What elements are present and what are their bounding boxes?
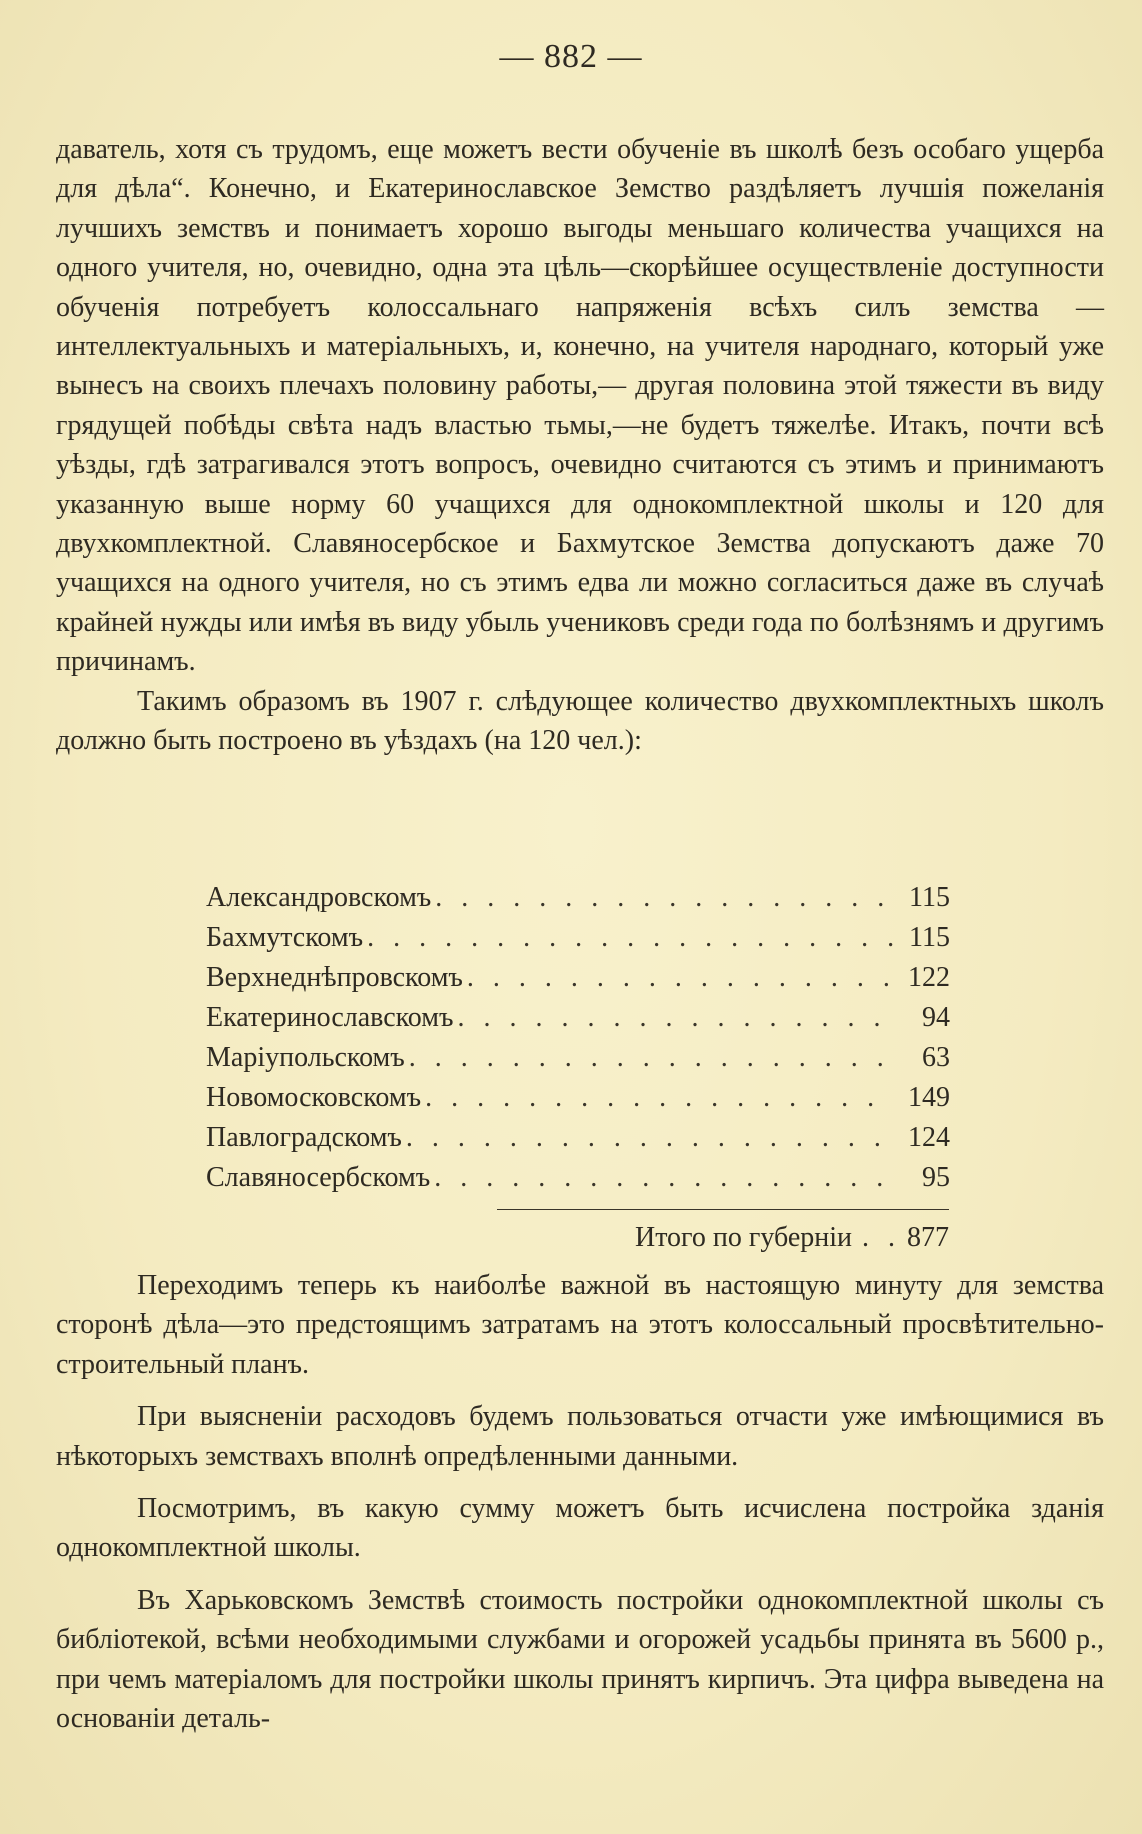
district-value: 124 <box>908 1122 950 1153</box>
paragraph: При выясненіи расходовъ будемъ пользоваться отчасти уже имѣющимися въ нѣкоторыхъ земствахъ вполнѣ опредѣленными данными. <box>56 1401 1104 1472</box>
district-name: Павлоградскомъ <box>206 1122 402 1153</box>
leader-dots <box>862 1218 901 1258</box>
district-value: 122 <box>908 962 950 993</box>
district-list <box>206 878 950 1198</box>
list-item <box>206 918 950 958</box>
paragraph-continuation: даватель, хотя съ трудомъ, еще можетъ вести обученіе въ школѣ безъ особаго ущерба для дѣла“. Конечно, и Екатеринославское Земство раздѣляетъ лучшія пожеланія лучшихъ земствъ и понимаетъ хорошо выгоды меньшаго количества учащихся на одного учителя, но, очевидно, одна эта цѣль—скорѣйшее осуществленіе доступности обученія потребуетъ колоссальнаго напряженія всѣхъ силъ земства —интеллектуальныхъ и матеріальныхъ, и, конечно, на учителя народнаго, который уже вынесъ на своихъ плечахъ половину работы,— другая половина этой тяжести въ виду грядущей побѣды свѣта надъ властью тьмы,—не будетъ тяжелѣе. Итакъ, почти всѣ уѣзды, гдѣ затрагивался этотъ вопросъ, очевидно считаются съ этимъ и принимаютъ указанную выше норму 60 учащихся для однокомплектной школы и 120 для двухкомплектной. Славяносербское и Бахмутское Земства допускаютъ даже 70 учащихся на одного учителя, но съ этимъ едва ли можно согласиться даже въ случаѣ крайней нужды или имѣя въ виду убыль учениковъ среди года по болѣзнямъ и другимъ причинамъ. <box>56 134 1104 678</box>
list-item <box>206 1038 950 1078</box>
leader-dots <box>457 998 894 1038</box>
district-name: Новомосковскомъ <box>206 1082 422 1113</box>
total-divider <box>497 1209 949 1210</box>
district-value: 115 <box>909 882 950 913</box>
district-name: Славяносербскомъ <box>206 1162 431 1193</box>
district-value: 94 <box>922 1002 950 1033</box>
leader-dots <box>406 1118 894 1158</box>
district-value: 63 <box>922 1042 950 1073</box>
paragraph-intro-list: Такимъ образомъ въ 1907 г. слѣдующее количество двухкомплектныхъ школъ должно быть построено въ уѣздахъ (на 120 чел.): <box>56 685 1104 757</box>
paragraph: Посмотримъ, въ какую сумму можетъ быть исчислена постройка зданія однокомплектной школы. <box>56 1493 1104 1564</box>
leader-dots <box>467 958 894 998</box>
district-name: Маріупольскомъ <box>206 1042 405 1073</box>
list-item <box>206 958 950 998</box>
leader-dots <box>434 1158 894 1198</box>
district-name: Верхнеднѣпровскомъ <box>206 962 463 993</box>
list-item <box>206 1118 950 1158</box>
district-value: 95 <box>922 1162 950 1193</box>
top-text-block <box>56 130 1104 761</box>
leader-dots <box>435 878 894 918</box>
district-value: 149 <box>908 1082 950 1113</box>
list-item <box>206 1158 950 1198</box>
list-item <box>206 998 950 1038</box>
district-name: Екатеринославскомъ <box>206 1002 454 1033</box>
leader-dots <box>425 1078 894 1118</box>
list-item <box>206 1078 950 1118</box>
list-item <box>206 878 950 918</box>
district-name: Александровскомъ <box>206 882 432 913</box>
paragraph: Переходимъ теперь къ наиболѣе важной въ настоящую минуту для земства сторонѣ дѣла—это предстоящимъ затратамъ на этотъ колоссальный просвѣтительно-строительный планъ. <box>56 1270 1104 1380</box>
total-label: Итого по губерніи <box>634 1222 852 1253</box>
page-number: — 882 — <box>499 38 643 75</box>
leader-dots <box>367 918 894 958</box>
district-name: Бахмутскомъ <box>206 922 364 953</box>
leader-dots <box>409 1038 894 1078</box>
bottom-text-block <box>56 1266 1104 1738</box>
total-value: 877 <box>907 1222 949 1253</box>
district-value: 115 <box>909 922 950 953</box>
total-row <box>497 1218 949 1258</box>
paragraph: Въ Харьковскомъ Земствѣ стоимость постройки однокомплектной школы съ библіотекой, всѣми необходимыми службами и огорожей усадьбы принята въ 5600 р., при чемъ матеріаломъ для постройки школы принятъ кирпичъ. Эта цифра выведена на основаніи деталь- <box>56 1584 1104 1735</box>
